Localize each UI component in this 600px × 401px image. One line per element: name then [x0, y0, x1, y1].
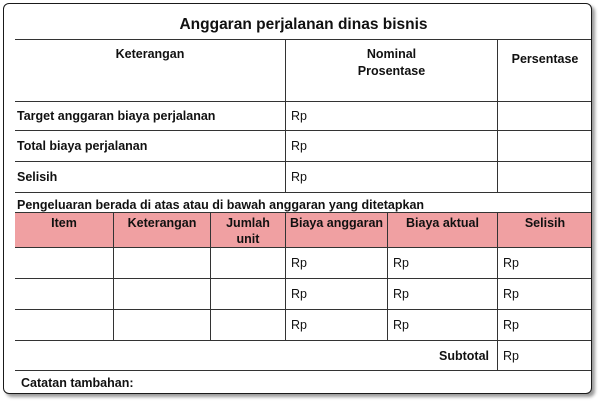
- notes-label: Catatan tambahan:: [21, 375, 134, 390]
- table-row: [15, 247, 592, 278]
- summary-percent: [497, 162, 592, 192]
- expense-note-row: [15, 192, 592, 212]
- cell-keterangan: [113, 248, 210, 278]
- cell-keterangan: [113, 310, 210, 340]
- col-keterangan: Keterangan: [113, 213, 210, 247]
- header-nominal-line1: Nominal: [366, 47, 417, 61]
- cell-anggaran: Rp: [285, 248, 387, 278]
- cell-aktual: Rp: [387, 279, 497, 309]
- header-persentase: Persentase: [497, 40, 592, 101]
- notes-row: [15, 370, 592, 394]
- cell-keterangan: [113, 279, 210, 309]
- cell-item: [15, 310, 113, 340]
- subtotal-value: Rp: [497, 341, 592, 370]
- col-biaya-aktual: Biaya aktual: [387, 213, 497, 247]
- cell-item: [15, 279, 113, 309]
- summary-row-total: [15, 130, 592, 161]
- summary-value: Rp: [285, 102, 497, 130]
- cell-item: [15, 248, 113, 278]
- summary-label: Target anggaran biaya perjalanan: [17, 109, 216, 123]
- summary-label: Total biaya perjalanan: [17, 139, 148, 153]
- summary-value: Rp: [285, 162, 497, 192]
- col-item: Item: [51, 216, 77, 230]
- header-nominal: [285, 40, 497, 101]
- cell-aktual: Rp: [387, 248, 497, 278]
- cell-jumlah: [210, 310, 285, 340]
- budget-sheet: [15, 11, 592, 394]
- cell-anggaran: Rp: [285, 279, 387, 309]
- col-jumlah-line1: Jumlah: [226, 216, 270, 230]
- table-row: [15, 309, 592, 340]
- summary-value: Rp: [285, 131, 497, 161]
- col-biaya-anggaran: Biaya anggaran: [285, 213, 387, 247]
- expense-table-header: [15, 212, 592, 247]
- col-jumlah-line2: unit: [236, 232, 260, 246]
- col-jumlah-unit: [210, 213, 285, 247]
- expense-note: Pengeluaran berada di atas atau di bawah anggaran yang ditetapkan: [17, 197, 425, 212]
- cell-jumlah: [210, 279, 285, 309]
- document-frame: [3, 3, 592, 394]
- header-keterangan: Keterangan: [115, 47, 185, 61]
- cell-selisih: Rp: [497, 310, 592, 340]
- table-row: [15, 278, 592, 309]
- summary-row-target: [15, 101, 592, 130]
- summary-row-selisih: [15, 161, 592, 192]
- cell-aktual: Rp: [387, 310, 497, 340]
- header-nominal-line2: Prosentase: [357, 64, 426, 78]
- header-row: [15, 39, 592, 101]
- summary-percent: [497, 131, 592, 161]
- subtotal-row: [15, 340, 592, 370]
- document-title: Anggaran perjalanan dinas bisnis: [179, 16, 428, 33]
- cell-selisih: Rp: [497, 279, 592, 309]
- subtotal-label: Subtotal: [439, 348, 489, 363]
- cell-selisih: Rp: [497, 248, 592, 278]
- cell-jumlah: [210, 248, 285, 278]
- summary-label: Selisih: [17, 170, 58, 184]
- summary-percent: [497, 102, 592, 130]
- cell-anggaran: Rp: [285, 310, 387, 340]
- col-selisih: Selisih: [497, 213, 592, 247]
